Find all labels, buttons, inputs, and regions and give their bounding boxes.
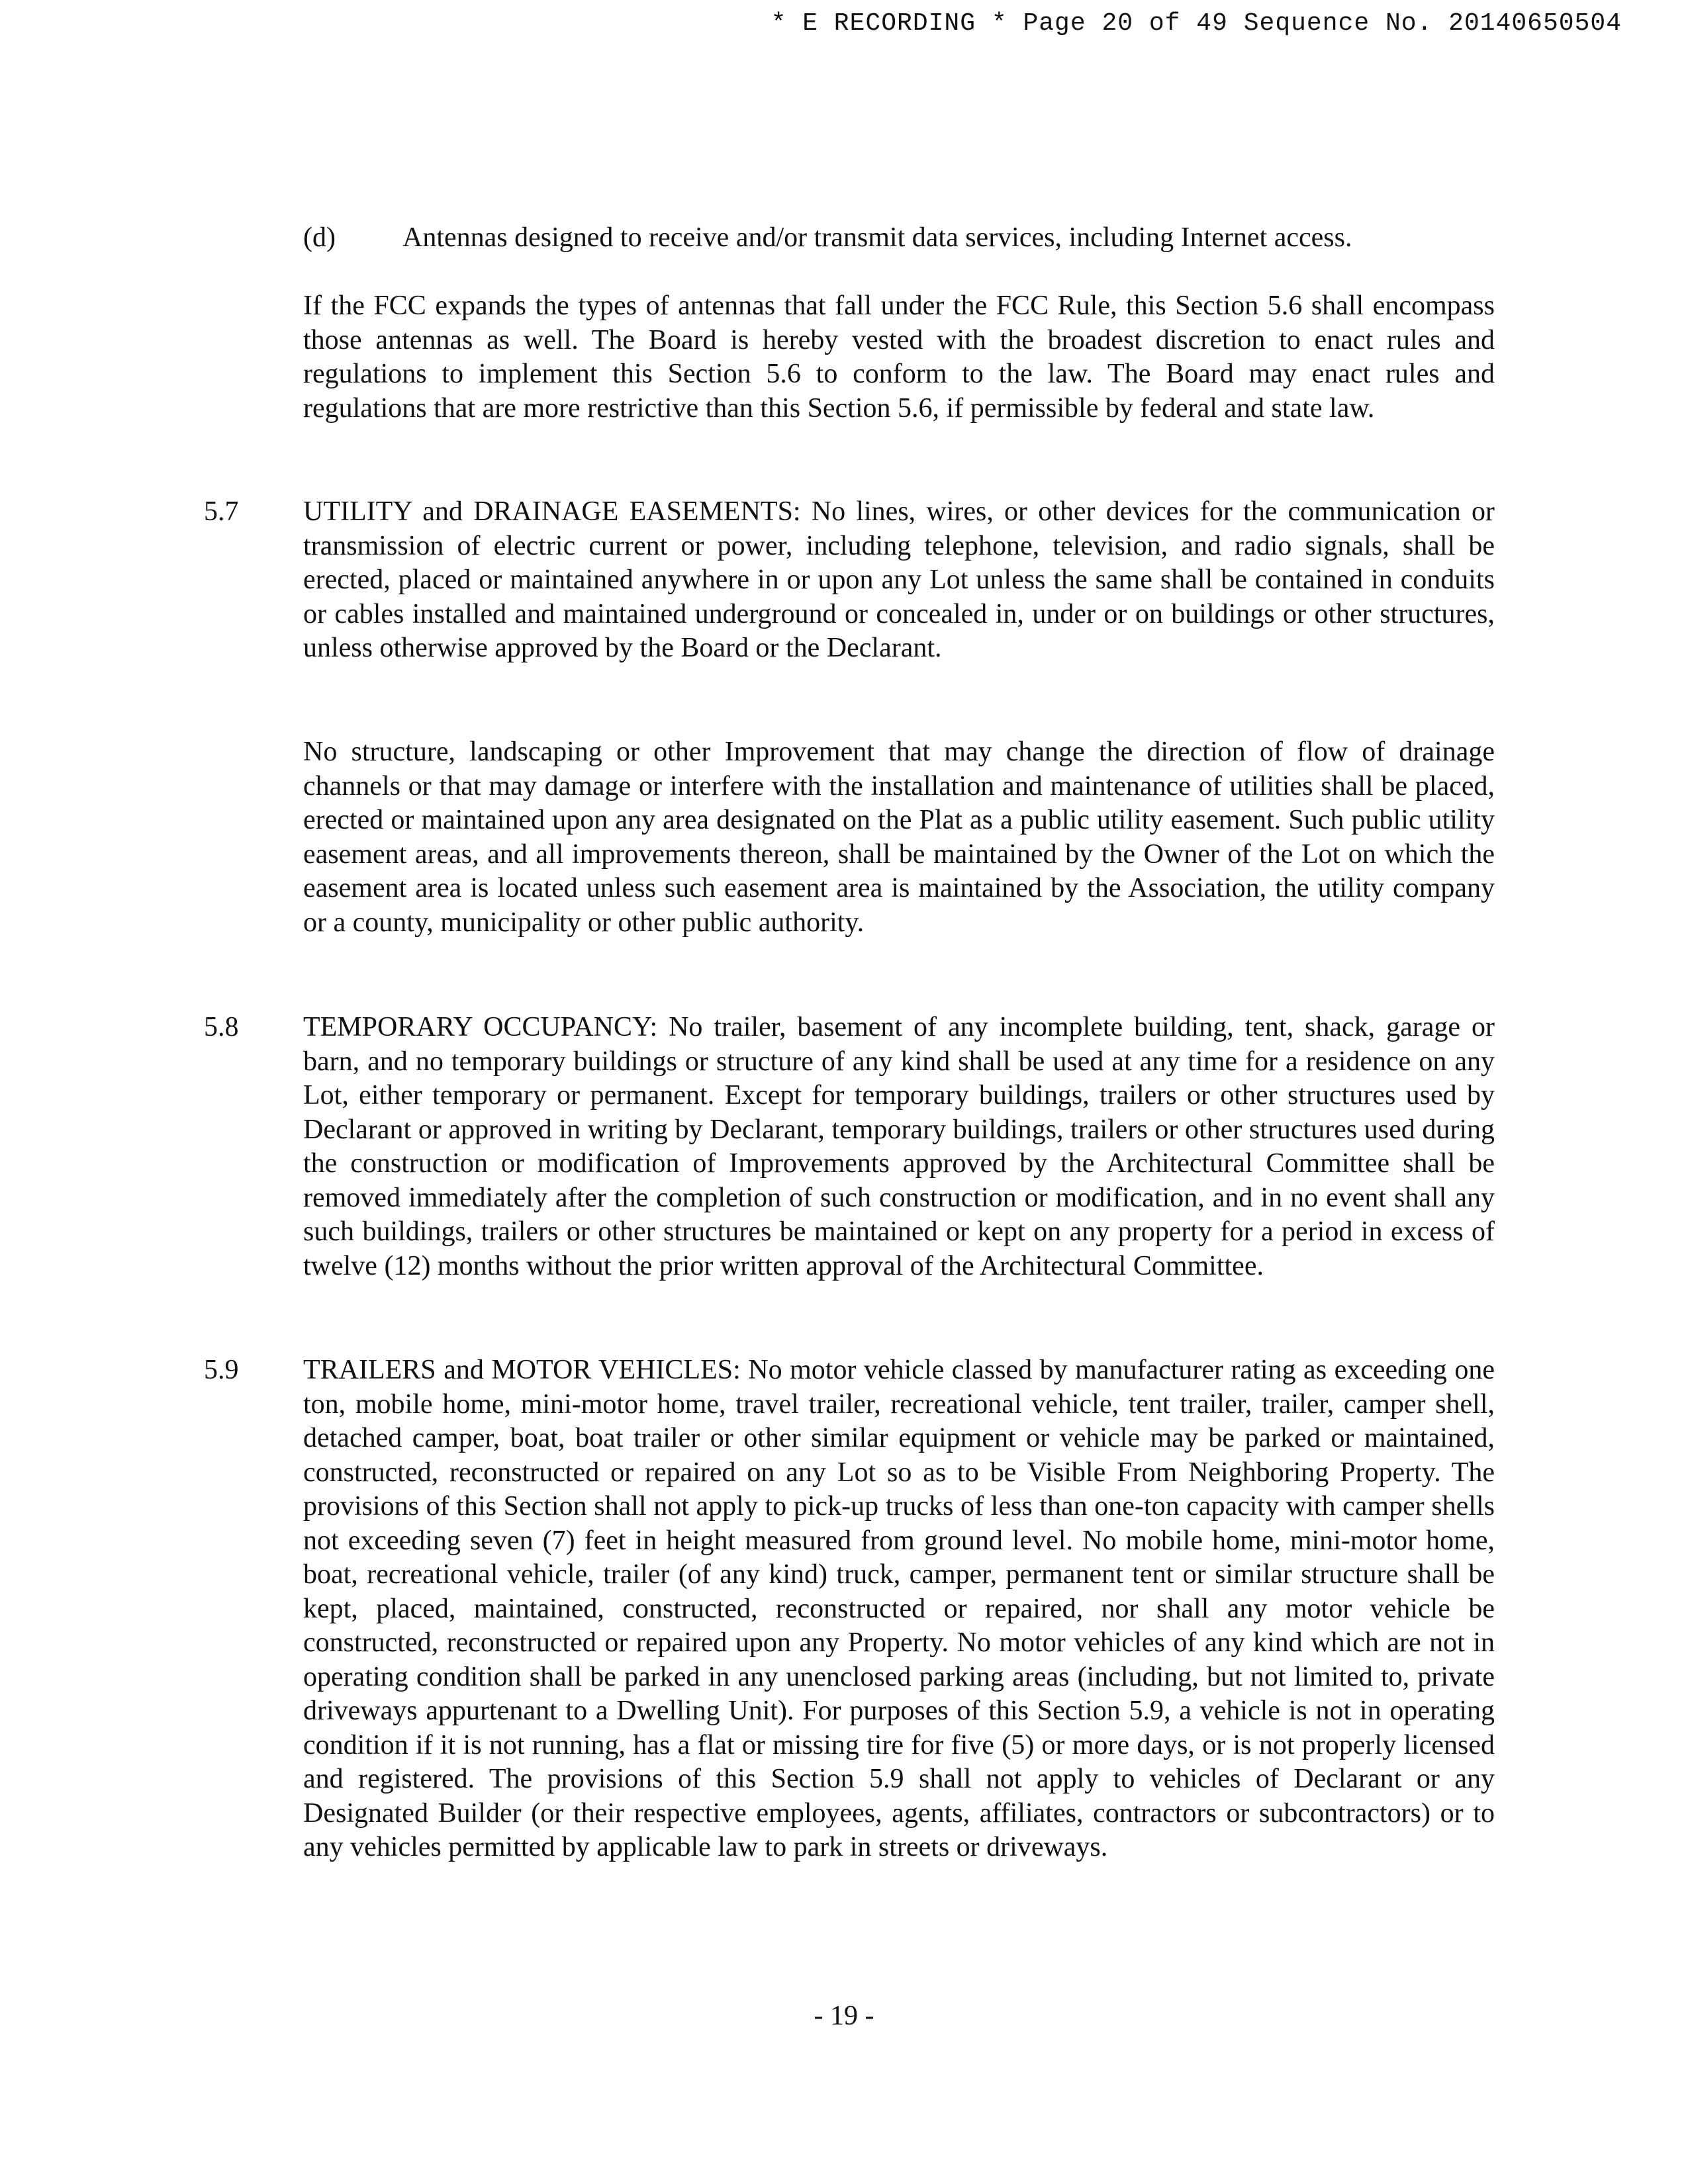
section-5-9-number: 5.9 xyxy=(204,1355,239,1385)
item-d-text: Antennas designed to receive and/or transmit data services, including Internet access. xyxy=(402,222,1352,253)
section-5-7-paragraph-2: No structure, landscaping or other Improvement that may change the direction of flow of drainage channels or that may damage or interfere with the installation and maintenance of utilities shall be placed, erected or maintained upon any area designated on the Plat as a public utility easement. Such public utility easement areas, and all improvements thereon, shall be maintained by the Owner of the Lot on which the easement area is located unless such easement area is maintained by the Association, the utility company or a county, municipality or other public authority. xyxy=(303,737,1495,938)
section-5-8-number: 5.8 xyxy=(204,1012,239,1042)
section-5-8-paragraph: TEMPORARY OCCUPANCY: No trailer, basement of any incomplete building, tent, shack, garage or barn, and no temporary buildings or structure of any kind shall be used at any time for a residence on any Lot, either temporary or permanent. Except for temporary buildings, trailers or other structures used by Declarant or approved in writing by Declarant, temporary buildings, trailers or other structures used during the construction or modification of Improvements approved by the Architectural Committee shall be removed immediately after the completion of such construction or modification, and in no event shall any such buildings, trailers or other structures be maintained or kept on any property for a period in excess of twelve (12) months without the prior written approval of the Architectural Committee. xyxy=(303,1012,1495,1281)
page-number: - 19 - xyxy=(814,2001,874,2031)
section-5-7-number: 5.7 xyxy=(204,496,239,527)
recording-stamp-header: * E RECORDING * Page 20 of 49 Sequence No. 20140650504 xyxy=(771,9,1622,38)
section-5-6-closing-paragraph: If the FCC expands the types of antennas that fall under the FCC Rule, this Section 5.6 shall encompass those antennas as well. The Board is hereby vested with the broadest discretion to enact rules and regulations to implement this Section 5.6 to conform to the law. The Board may enact rules and regulations that are more restrictive than this Section 5.6, if permissible by federal and state law. xyxy=(303,291,1495,424)
item-d-label: (d) xyxy=(303,222,336,253)
section-5-9-paragraph: TRAILERS and MOTOR VEHICLES: No motor vehicle classed by manufacturer rating as exceeding one ton, mobile home, mini-motor home, travel trailer, recreational vehicle, tent trailer, trailer, camper shell, detached camper, boat, boat trailer or other similar equipment or vehicle may be parked or maintained, constructed, reconstructed or repaired on any Lot so as to be Visible From Neighboring Property. The provisions of this Section shall not apply to pick-up trucks of less than one-ton capacity with camper shells not exceeding seven (7) feet in height measured from ground level. No mobile home, mini-motor home, boat, recreational vehicle, trailer (of any kind) truck, camper, permanent tent or similar structure shall be kept, placed, maintained, constructed, reconstructed or repaired, nor shall any motor vehicle be constructed, reconstructed or repaired upon any Property. No motor vehicles of any kind which are not in operating condition shall be parked in any unenclosed parking areas (including, but not limited to, private driveways appurtenant to a Dwelling Unit). For purposes of this Section 5.9, a vehicle is not in operating condition if it is not running, has a flat or missing tire for five (5) or more days, or is not properly licensed and registered. The provisions of this Section 5.9 shall not apply to vehicles of Declarant or any Designated Builder (or their respective employees, agents, affiliates, contractors or subcontractors) or to any vehicles permitted by applicable law to park in streets or driveways. xyxy=(303,1355,1495,1862)
section-5-7-paragraph-1: UTILITY and DRAINAGE EASEMENTS: No lines, wires, or other devices for the communication or transmission of electric current or power, including telephone, television, and radio signals, shall be erected, placed or maintained anywhere in or upon any Lot unless the same shall be contained in conduits or cables installed and maintained underground or concealed in, under or on buildings or other structures, unless otherwise approved by the Board or the Declarant. xyxy=(303,496,1495,663)
